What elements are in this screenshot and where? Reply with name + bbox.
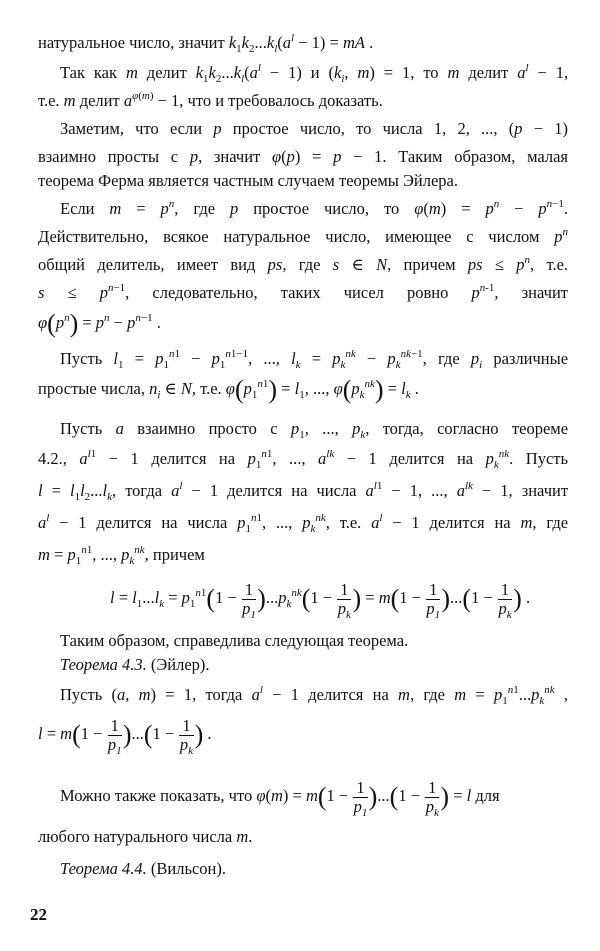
text: , где <box>174 199 216 218</box>
text-line-22: Пусть (a, m) = 1, тогда $a^l - 1$ делится на m, где $m = p_1^{n1}...p_k^{nk}$ , <box>60 684 569 707</box>
text: . Пусть <box>509 449 569 468</box>
text-line-2: Так как m делит $k_1k_2...k_l(a^l - 1)$ и ($k_i$, m) = 1, то m делит $a^l - 1$, <box>60 62 569 85</box>
text-line-16: $l = l_1l_2...l_k$, тогда $a^l - 1$ делится на числа $a^{l1} - 1$, ..., $a^{lk} - 1$, значит <box>38 480 569 503</box>
text: любого натурального числа <box>38 827 233 846</box>
formula-line-19: $l = l_1...l_k = p_1^{n1}(1$ − $\frac{1}{p_1}$ )$...p_k^{nk}(1$ − $\frac{1}{p_k}$ ) = m(1 − $\frac{1}{p_1}$ )...(1 − $\frac{1}{p_k}$ ) . <box>110 579 531 621</box>
text-line-14: Пусть a взаимно просто с $p_1$, ..., $p_k$, тогда, согласно теореме <box>60 419 569 441</box>
text: , что и требовалось доказать. <box>179 91 383 110</box>
text: Пусть <box>60 419 103 438</box>
text: взаимно просты с <box>38 147 179 166</box>
text: Таким образом, справедлива следующая теорема. <box>60 631 409 650</box>
text: делит <box>79 91 120 110</box>
text: , где <box>422 349 460 368</box>
text: , значит <box>508 481 569 500</box>
text-line-10: $s \le p^{n-1}$, следовательно, таких чисел ровно $p^{n-1}$, значит <box>38 282 568 302</box>
text: Так как <box>60 63 118 82</box>
text: Если <box>60 199 95 218</box>
text-line-12: Пусть $l_1 = p_1^{n1} - p_1^{n1-1}$, ..., $l_k = p_k^{nk} - p_k^{nk-1}$, где $p_i$ различные <box>60 348 569 371</box>
text-line-3: т.е. m делит $a^{\varphi(m)} - 1$, что и требовалось доказать. <box>38 90 383 110</box>
text: , где <box>532 513 569 532</box>
text-line-13: простые числа, $n_i$ ∈ N, т.е. $\varphi(p_1^{n1}) = l_1$, ..., $\varphi(p_k^{nk}) = l_k$ . <box>38 375 419 405</box>
text: , тогда, согласно теореме <box>365 419 569 438</box>
text: делится на <box>429 513 511 532</box>
text: , т.е. <box>530 255 569 274</box>
text: 4.2., <box>38 449 67 468</box>
theorem-4-3-heading <box>60 654 568 676</box>
text: , причем <box>387 255 456 274</box>
text: делится на <box>151 449 236 468</box>
text: делится на <box>389 449 474 468</box>
page-number: 22 <box>30 905 47 924</box>
text: делится на числа <box>227 481 357 500</box>
text-line-20 <box>60 630 568 652</box>
text: Пусть <box>60 685 103 704</box>
text-line-8: Действительно, всякое натуральное число, имеющее с числом $p^n$ <box>38 226 568 246</box>
text: . Таким образом, малая <box>382 147 569 166</box>
text: Пусть <box>60 349 103 368</box>
text-line-11: $\varphi(p^n) = p^n - p^{n-1}$ . <box>38 309 161 339</box>
text: общий делитель, имеет вид <box>38 255 256 274</box>
text: Действительно, всякое натуральное число, имеющее с числом <box>38 227 540 246</box>
text-line-15: 4.2., $a^{l1} - 1$ делится на $p_1^{n1}$, ..., $a^{lk} - 1$ делится на $p_k^{nk}$. Пусть <box>38 448 569 471</box>
text-line-24: Можно также показать, что φ(m) = m(1 − $\frac{1}{p_1}$ )...(1 − $\frac{1}{p_k}$ ) = l для <box>60 777 500 819</box>
text: , причем <box>144 545 205 564</box>
text: делится на <box>308 685 389 704</box>
theorem-4-4-heading <box>60 858 568 880</box>
text: для <box>475 786 500 805</box>
text: и <box>310 63 320 82</box>
text: , т.е. <box>191 379 222 398</box>
text: взаимно просто с <box>137 419 278 438</box>
text-line-9: общий делитель, имеет вид ps, где s ∈ N, причем ps ≤ $p^n$, т.е. <box>38 254 569 274</box>
text: , где <box>282 255 321 274</box>
text-line-4: Заметим, что если p простое число, то числа 1, 2, ..., (p − 1) <box>60 119 569 138</box>
text: , значит <box>494 283 568 302</box>
text-line-7: Если $m = p^n$, где p простое число, то $\varphi(m) = p^n - p^{n-1}$. <box>60 198 569 218</box>
text: теорема Ферма является частным случаем теоремы Эйлера. <box>38 171 458 190</box>
text: т.е. <box>38 91 60 110</box>
text: простые числа, <box>38 379 145 398</box>
text: , где <box>409 685 445 704</box>
text-line-17: $a^l - 1$ делится на числа $p_1^{n1}$, ..., $p_k^{nk}$, т.е. $a^l - 1$ делится на m, где <box>38 512 569 535</box>
text: , т.е. <box>325 513 362 532</box>
text: Теорема 4.3. <box>60 655 147 674</box>
text-line-1: натуральное число, значит $k_1k_2...k_l(a^l - 1)$ = mA . <box>38 32 374 55</box>
text: Можно также показать, что <box>60 786 253 805</box>
text-line-5: взаимно просты с p, значит φ(p) = p − 1. Таким образом, малая <box>38 147 569 166</box>
text: , тогда <box>192 685 243 704</box>
text: делит <box>146 63 187 82</box>
text: делит <box>468 63 509 82</box>
formula-line-23: l = m(1 − $\frac{1}{p_1}$ )...(1 − $\frac{1}{p_k}$ ) . <box>38 715 212 757</box>
text: делится на числа <box>96 513 228 532</box>
text: , следовательно, таких чисел ровно <box>125 283 449 302</box>
text-line-6 <box>38 170 568 192</box>
text: Заметим, что если <box>60 119 203 138</box>
text: , значит <box>198 147 261 166</box>
text: простое число, то <box>253 199 400 218</box>
text: различные <box>493 349 569 368</box>
text: (Эйлер). <box>150 655 210 674</box>
text: натуральное число, значит <box>38 33 225 52</box>
text: , тогда <box>112 481 163 500</box>
text: (Вильсон). <box>150 859 227 878</box>
text: , то <box>410 63 439 82</box>
text-line-25: любого натурального числа m. <box>38 827 253 846</box>
text: Теорема 4.4. <box>60 859 147 878</box>
text: простое число, то числа <box>232 119 423 138</box>
text-line-18: $m = p_1^{n1}$, ..., $p_k^{nk}$, причем <box>38 544 205 567</box>
